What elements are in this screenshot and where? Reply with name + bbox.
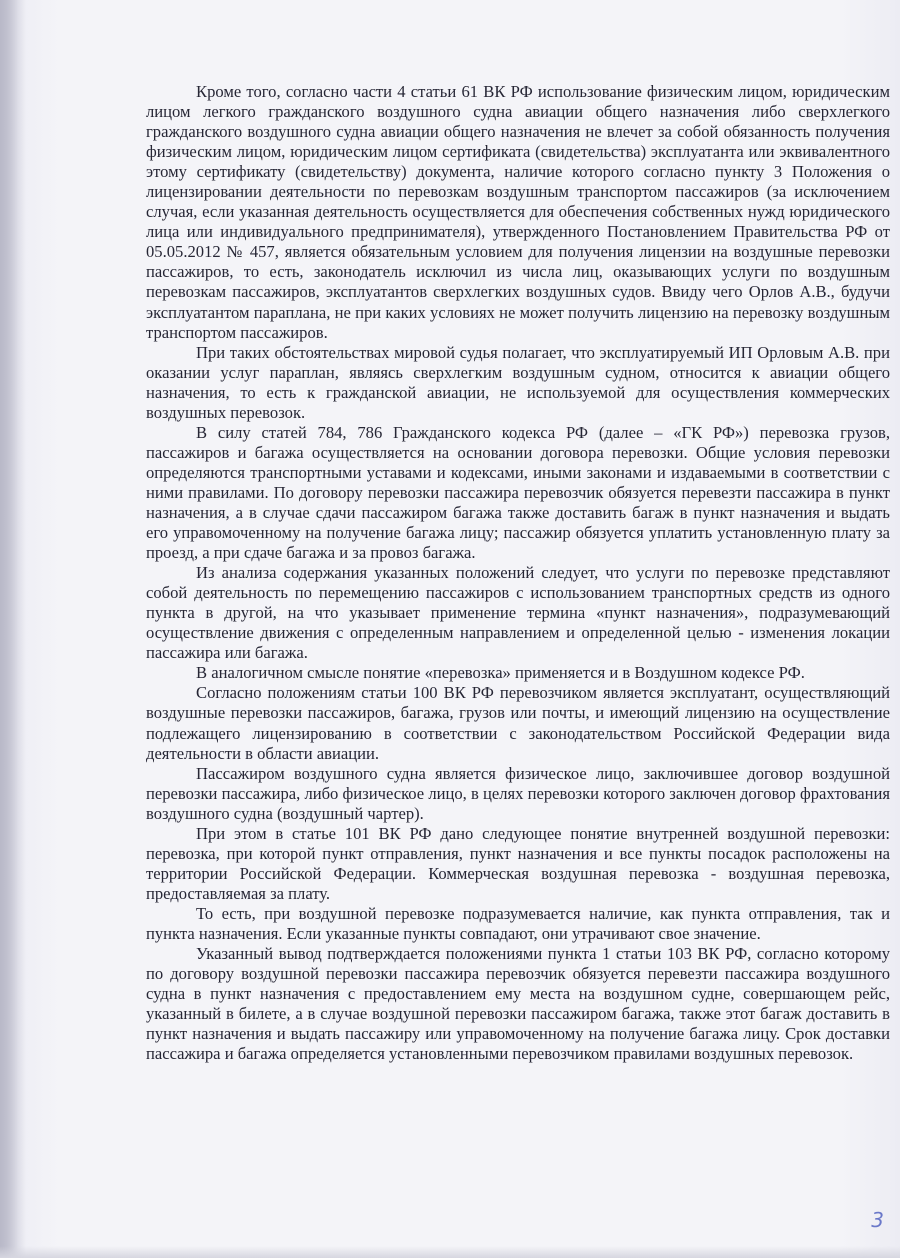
binding-shadow (0, 0, 26, 1258)
paragraph-paraglider-classification: При таких обстоятельствах мировой судья полагает, что эксплуатируемый ИП Орловым А.В. при оказании услуг параплан, являясь сверхлегким воздушным судном, относится к авиации общего назначения, то есть к гражданской авиации, не используемой для осуществления коммерческих воздушных перевозок. (146, 342, 890, 422)
paragraph-article-101: При этом в статье 101 ВК РФ дано следующее понятие внутренней воздушной перевозки: перевозка, при которой пункт отправления, пункт назначения и все пункты посадок расположены на территории Российской Федерации. Коммерческая воздушная перевозка - воздушная перевозка, предоставляемая за плату. (146, 823, 890, 903)
page-bottom-edge (0, 1246, 900, 1258)
paragraph-article-61: Кроме того, согласно части 4 статьи 61 ВК РФ использование физическим лицом, юридическим лицом легкого гражданского воздушного судна авиации общего назначения либо сверхлегкого гражданского воздушного судна авиации общего назначения не влечет за собой обязанность получения физическим лицом, юридическим лицом сертификата (свидетельства) эксплуатанта или эквивалентного этому сертификату (свидетельству) документа, наличие которого согласно пункту 3 Положения о лицензировании деятельности по перевозкам воздушным транспортом пассажиров (за исключением случая, если указанная деятельность осуществляется для обеспечения собственных нужд юридического лица или индивидуального предпринимателя), утвержденного Постановлением Правительства РФ от 05.05.2012 № 457, является обязательным условием для получения лицензии на воздушные перевозки пассажиров, то есть, законодатель исключил из числа лиц, оказывающих услуги по воздушным перевозкам пассажиров, эксплуатантов сверхлегких воздушных судов. Ввиду чего Орлов А.В., будучи эксплуатантом параплана, не при каких условиях не может получить лицензию на перевозку воздушным транспортом пассажиров. (146, 82, 890, 342)
page-number: 3 (871, 1208, 884, 1232)
paragraph-departure-destination: То есть, при воздушной перевозке подразумевается наличие, как пункта отправления, так и пункта назначения. Если указанные пункты совпадают, они утрачивают свое значение. (146, 903, 890, 943)
paragraph-analysis: Из анализа содержания указанных положений следует, что услуги по перевозке представляют собой деятельность по перемещению пассажиров с использованием транспортных средств из одного пункта в другой, на что указывает применение термина «пункт назначения», подразумевающий осуществление движения с определенным направлением и определенной целью - изменения локации пассажира или багажа. (146, 563, 890, 663)
paragraph-article-103: Указанный вывод подтверждается положениями пункта 1 статьи 103 ВК РФ, согласно которому по договору воздушной перевозки пассажира перевозчик обязуется перевезти пассажира воздушного судна в пункт назначения с предоставлением ему места на воздушном судне, совершающем рейс, указанный в билете, а в случае воздушной перевозки пассажиром багажа, также этот багаж доставить в пункт назначения и выдать пассажиру или управомоченному на получение багажа лицу. Срок доставки пассажира и багажа определяется установленными перевозчиком правилами воздушных перевозок. (146, 944, 890, 1064)
paragraph-passenger-definition: Пассажиром воздушного судна является физическое лицо, заключившее договор воздушной перевозки пассажира, либо физическое лицо, в целях перевозки которого заключен договор фрахтования воздушного судна (воздушный чартер). (146, 763, 890, 823)
paragraph-article-100: Согласно положениям статьи 100 ВК РФ перевозчиком является эксплуатант, осуществляющий воздушные перевозки пассажиров, багажа, грузов или почты, и имеющий лицензию на осуществление подлежащего лицензированию в соответствии с законодательством Российской Федерации вида деятельности в области авиации. (146, 683, 890, 763)
document-body (146, 82, 890, 1064)
paragraph-civil-code-784-786: В силу статей 784, 786 Гражданского кодекса РФ (далее – «ГК РФ») перевозка грузов, пассажиров и багажа осуществляется на основании договора перевозки. Общие условия перевозки определяются транспортными уставами и кодексами, иными законами и издаваемыми в соответствии с ними правилами. По договору перевозки пассажира перевозчик обязуется перевезти пассажира в пункт назначения, а в случае сдачи пассажиром багажа также доставить багаж в пункт назначения и выдать его управомоченному на получение багажа лицу; пассажир обязуется уплатить установленную плату за проезд, а при сдаче багажа и за провоз багажа. (146, 422, 890, 563)
paragraph-air-code-meaning: В аналогичном смысле понятие «перевозка» применяется и в Воздушном кодексе РФ. (196, 663, 805, 683)
